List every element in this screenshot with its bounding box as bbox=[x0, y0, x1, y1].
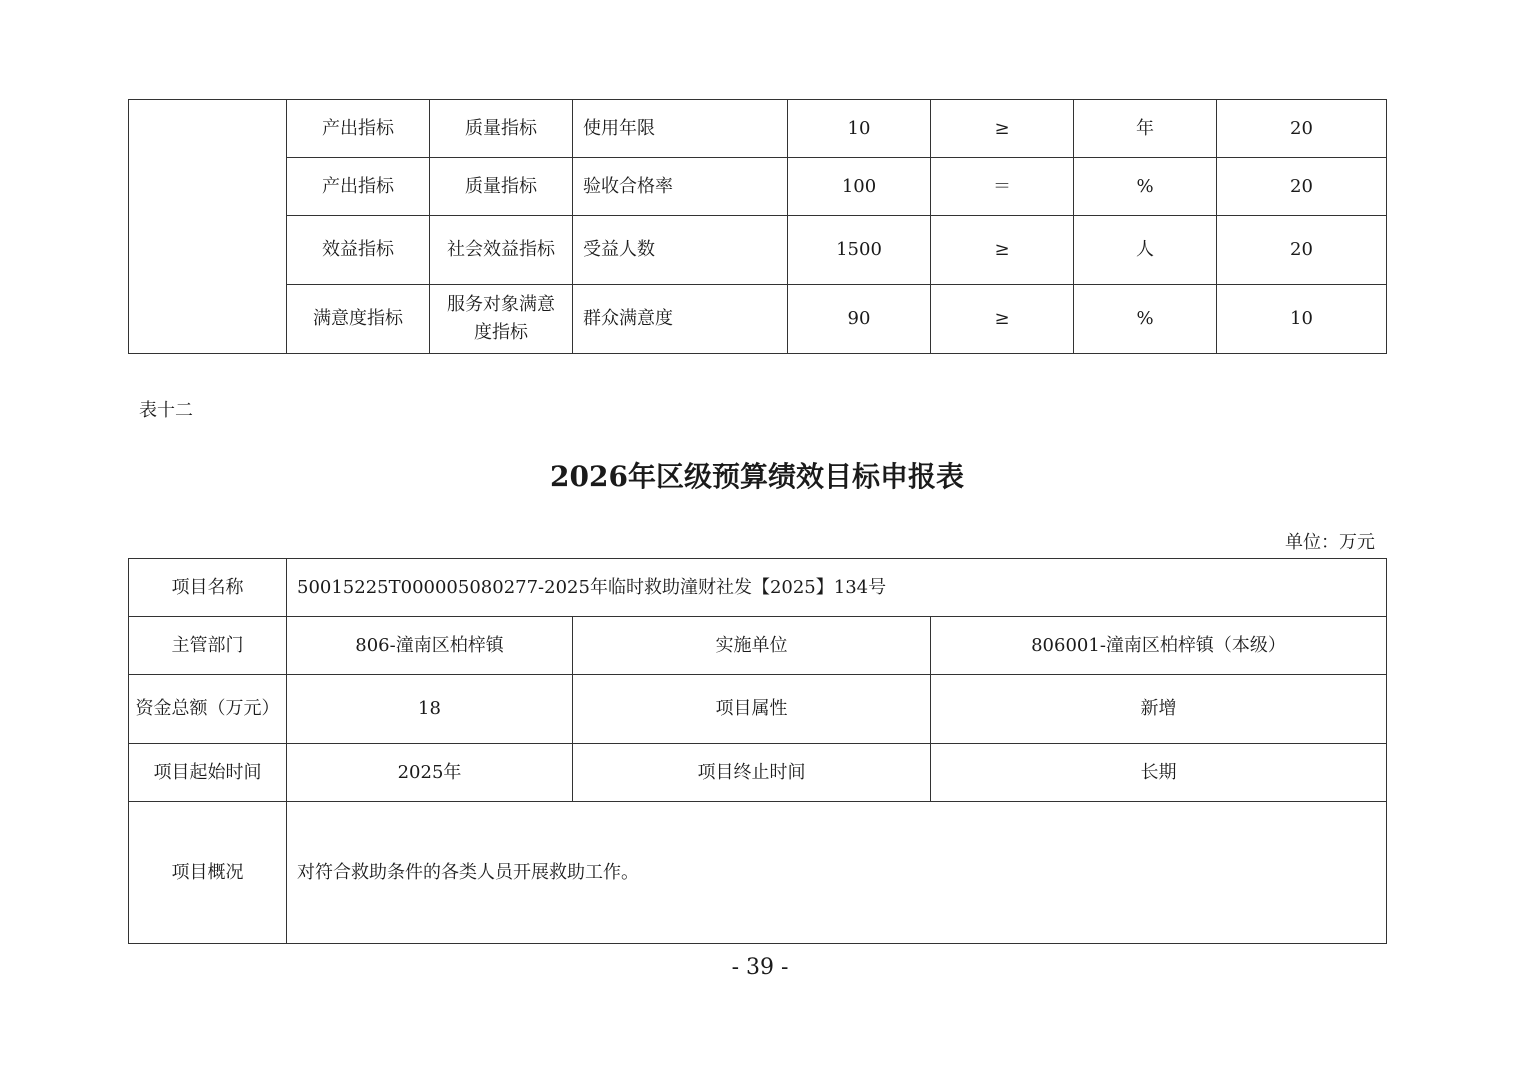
table-row bbox=[129, 100, 1387, 158]
impl-value: 806001-潼南区柏梓镇（本级） bbox=[931, 617, 1387, 675]
value-cell: 1500 bbox=[788, 216, 931, 285]
value-cell: 100 bbox=[788, 158, 931, 216]
value-cell: 90 bbox=[788, 285, 931, 354]
level2-cell: 质量指标 bbox=[430, 100, 573, 158]
page-title: 2026年区级预算绩效目标申报表 bbox=[550, 460, 964, 493]
table-row bbox=[129, 216, 1387, 285]
level1-cell: 满意度指标 bbox=[287, 285, 430, 354]
table-row bbox=[129, 617, 1387, 675]
weight-cell: 20 bbox=[1217, 158, 1387, 216]
level1-cell: 效益指标 bbox=[287, 216, 430, 285]
table-row bbox=[129, 675, 1387, 744]
value-cell: 10 bbox=[788, 100, 931, 158]
level3-cell: 群众满意度 bbox=[573, 285, 788, 354]
attr-value: 新增 bbox=[931, 675, 1387, 744]
table-row bbox=[129, 744, 1387, 802]
unit-cell: 年 bbox=[1074, 100, 1217, 158]
table-row bbox=[129, 802, 1387, 944]
level3-cell: 验收合格率 bbox=[573, 158, 788, 216]
unit-cell: % bbox=[1074, 285, 1217, 354]
table-row bbox=[129, 285, 1387, 354]
funds-label: 资金总额（万元） bbox=[129, 675, 287, 744]
operator-cell: ≥ bbox=[931, 216, 1074, 285]
project-name-label: 项目名称 bbox=[129, 559, 287, 617]
operator-cell: ≥ bbox=[931, 100, 1074, 158]
level1-cell: 产出指标 bbox=[287, 100, 430, 158]
blank-cell bbox=[129, 100, 287, 354]
level2-cell: 质量指标 bbox=[430, 158, 573, 216]
level3-cell: 使用年限 bbox=[573, 100, 788, 158]
level3-cell: 受益人数 bbox=[573, 216, 788, 285]
unit-cell: % bbox=[1074, 158, 1217, 216]
overview-value: 对符合救助条件的各类人员开展救助工作。 bbox=[287, 802, 1387, 944]
funds-value: 18 bbox=[287, 675, 573, 744]
operator-cell: ＝ bbox=[931, 158, 1074, 216]
table-row bbox=[129, 559, 1387, 617]
weight-cell: 20 bbox=[1217, 216, 1387, 285]
dept-label: 主管部门 bbox=[129, 617, 287, 675]
indicator-table bbox=[128, 99, 1387, 354]
end-label: 项目终止时间 bbox=[573, 744, 931, 802]
start-label: 项目起始时间 bbox=[129, 744, 287, 802]
project-name-value: 50015225T000005080277-2025年临时救助潼财社发【2025】134号 bbox=[287, 559, 1387, 617]
attr-label: 项目属性 bbox=[573, 675, 931, 744]
level2-cell: 社会效益指标 bbox=[430, 216, 573, 285]
end-value: 长期 bbox=[931, 744, 1387, 802]
weight-cell: 20 bbox=[1217, 100, 1387, 158]
operator-cell: ≥ bbox=[931, 285, 1074, 354]
start-value: 2025年 bbox=[287, 744, 573, 802]
page-number: - 39 - bbox=[731, 955, 789, 980]
impl-label: 实施单位 bbox=[573, 617, 931, 675]
weight-cell: 10 bbox=[1217, 285, 1387, 354]
unit-cell: 人 bbox=[1074, 216, 1217, 285]
level1-cell: 产出指标 bbox=[287, 158, 430, 216]
table-number: 表十二 bbox=[139, 400, 193, 421]
report-table bbox=[128, 558, 1387, 944]
unit-note: 单位：万元 bbox=[1285, 532, 1375, 553]
dept-value: 806-潼南区柏梓镇 bbox=[287, 617, 573, 675]
overview-label: 项目概况 bbox=[129, 802, 287, 944]
level2-cell: 服务对象满意度指标 bbox=[430, 285, 573, 354]
table-row bbox=[129, 158, 1387, 216]
